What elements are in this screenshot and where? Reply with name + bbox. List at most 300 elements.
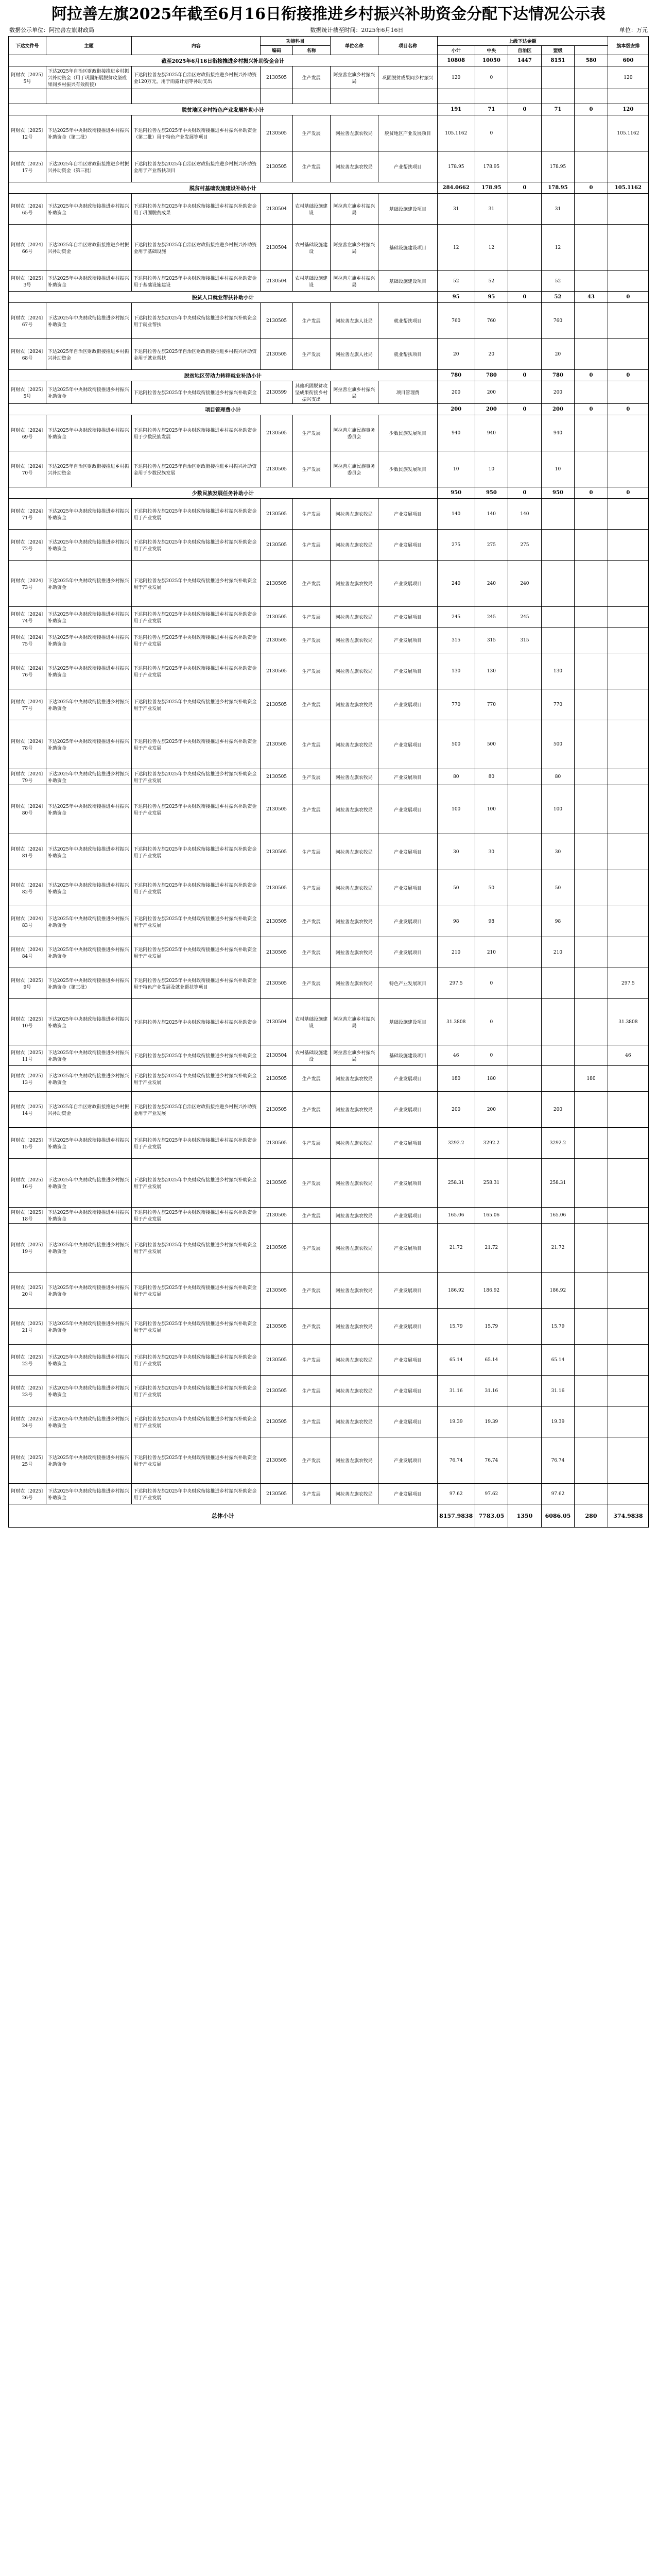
cell-code: 2130504 (261, 1045, 292, 1066)
cell-doc-no: 阿财农〔2024〕80号 (9, 785, 46, 834)
cell-code: 2130599 (261, 381, 292, 404)
cell-league: 65.14 (541, 1345, 575, 1376)
cell-league: 97.62 (541, 1484, 575, 1504)
cell-subject: 下达2025年中央财政衔接推进乡村振兴补助资金 (46, 499, 132, 530)
cell-name: 生产发展 (292, 530, 330, 561)
cell-doc-no: 阿财农〔2025〕11号 (9, 1045, 46, 1066)
cell-content: 下达阿拉善左旗2025年中央财政衔接推进乡村振兴补助资金用于产业发展 (132, 1309, 261, 1345)
th-banner: 旗本级安排 (608, 37, 648, 55)
cell-content: 下达阿拉善左旗2025年中央财政衔接推进乡村振兴补助资金用于产业发展 (132, 1159, 261, 1208)
cell-banner (608, 151, 648, 182)
cell-unit: 阿拉善左旗农牧局 (330, 968, 378, 999)
cell-doc-no: 阿财农〔2025〕26号 (9, 1484, 46, 1504)
cell-unit: 阿拉善左旗农牧局 (330, 1376, 378, 1406)
cell-ml (575, 968, 608, 999)
th-central: 中央 (475, 46, 508, 55)
table-row (9, 271, 649, 292)
subtotal-row (9, 55, 649, 66)
cell-project: 产业发展项目 (378, 1376, 438, 1406)
subtotal-ml: 43 (575, 292, 608, 303)
cell-total: 76.74 (437, 1437, 475, 1484)
cell-name: 农村基础设施建设 (292, 999, 330, 1045)
subtotal-league: 8151 (541, 55, 575, 66)
cell-subject: 下达2025年中央财政衔接推进乡村振兴补助资金 (46, 769, 132, 785)
cell-unit: 阿拉善左旗农牧局 (330, 870, 378, 906)
cell-name: 生产发展 (292, 451, 330, 487)
grand-total-banner: 374.9838 (608, 1504, 648, 1528)
cell-auto (508, 937, 542, 968)
cell-code: 2130505 (261, 785, 292, 834)
th-subtotal: 小计 (437, 46, 475, 55)
subtotal-ml: 0 (575, 487, 608, 499)
cell-banner: 31.3808 (608, 999, 648, 1045)
cell-content: 下达阿拉善左旗2025年中央财政衔接推进乡村振兴补助资金用于产业发展 (132, 499, 261, 530)
subtotal-central: 10050 (475, 55, 508, 66)
cell-central: 76.74 (475, 1437, 508, 1484)
cell-project: 产业发展项目 (378, 785, 438, 834)
cell-unit: 阿拉善左旗农牧局 (330, 1309, 378, 1345)
cell-banner (608, 194, 648, 225)
cell-name: 生产发展 (292, 115, 330, 151)
cell-project: 产业发展项目 (378, 1437, 438, 1484)
cell-name: 生产发展 (292, 607, 330, 628)
cell-league: 50 (541, 870, 575, 906)
cell-ml (575, 1273, 608, 1309)
cell-banner (608, 530, 648, 561)
cell-subject: 下达2025年中央财政衔接推进乡村振兴补助资金 (46, 561, 132, 607)
th-superior-total: 上级下达金额 (437, 37, 608, 46)
subtotal-banner: 0 (608, 404, 648, 415)
cell-content: 下达阿拉善左旗2025年自治区财政衔接推进乡村振兴补助资金120万元，用于雨露计划等补助支出 (132, 66, 261, 89)
cell-name: 生产发展 (292, 561, 330, 607)
cell-unit: 阿拉善左旗农牧局 (330, 1208, 378, 1224)
cell-league: 100 (541, 785, 575, 834)
cell-subject: 下达2025年中央财政衔接推进乡村振兴补助资金 (46, 1224, 132, 1273)
cell-total: 15.79 (437, 1309, 475, 1345)
cell-auto (508, 1345, 542, 1376)
cell-auto (508, 968, 542, 999)
cell-league: 940 (541, 415, 575, 451)
meta-publisher: 数据公示单位：阿拉善左旗财政局 (9, 27, 94, 33)
cell-total: 275 (437, 530, 475, 561)
cell-league: 15.79 (541, 1309, 575, 1345)
cell-subject: 下达2025年中央财政衔接推进乡村振兴补助资金 (46, 1437, 132, 1484)
cell-unit: 阿拉善左旗人社局 (330, 303, 378, 339)
cell-subject: 下达2025年中央财政衔接推进乡村振兴补助资金 (46, 1045, 132, 1066)
cell-unit: 阿拉善左旗农牧局 (330, 1159, 378, 1208)
cell-unit: 阿拉善左旗农牧局 (330, 689, 378, 720)
subtotal-central: 95 (475, 292, 508, 303)
cell-auto: 245 (508, 607, 542, 628)
cell-doc-no: 阿财农〔2024〕69号 (9, 415, 46, 451)
cell-auto (508, 785, 542, 834)
subtotal-banner: 0 (608, 487, 648, 499)
subtotal-label: 脱贫地区乡村特色产业发展补助小计 (9, 104, 438, 115)
cell-name: 生产发展 (292, 1224, 330, 1273)
cell-doc-no: 阿财农〔2024〕84号 (9, 937, 46, 968)
cell-unit: 阿拉善左旗乡村振兴局 (330, 381, 378, 404)
subtotal-league: 200 (541, 404, 575, 415)
cell-auto: 315 (508, 628, 542, 653)
cell-unit: 阿拉善左旗农牧局 (330, 1224, 378, 1273)
cell-banner (608, 415, 648, 451)
cell-doc-no: 阿财农〔2024〕70号 (9, 451, 46, 487)
cell-project: 脱贫地区产业发展项目 (378, 115, 438, 151)
cell-banner (608, 937, 648, 968)
cell-banner (608, 451, 648, 487)
cell-central: 3292.2 (475, 1128, 508, 1159)
cell-code: 2130505 (261, 1345, 292, 1376)
cell-doc-no: 阿财农〔2024〕83号 (9, 906, 46, 937)
cell-total: 50 (437, 870, 475, 906)
cell-banner (608, 628, 648, 653)
cell-league (541, 499, 575, 530)
cell-auto (508, 870, 542, 906)
cell-central: 80 (475, 769, 508, 785)
subtotal-row (9, 292, 649, 303)
cell-name: 生产发展 (292, 1437, 330, 1484)
subtotal-auto: 1447 (508, 55, 542, 66)
cell-auto (508, 115, 542, 151)
cell-unit: 阿拉善左旗农牧局 (330, 607, 378, 628)
table-row (9, 303, 649, 339)
cell-ml (575, 1092, 608, 1128)
cell-central: 30 (475, 834, 508, 870)
cell-content: 下达阿拉善左旗2025年自治区财政衔接推进乡村振兴补助资金用于少数民族发展 (132, 451, 261, 487)
subtotal-ml: 0 (575, 182, 608, 194)
cell-banner (608, 1376, 648, 1406)
cell-name: 农村基础设施建设 (292, 271, 330, 292)
cell-project: 产业发展项目 (378, 1224, 438, 1273)
cell-total: 65.14 (437, 1345, 475, 1376)
subtotal-central: 71 (475, 104, 508, 115)
subtotal-ml: 0 (575, 404, 608, 415)
cell-name: 农村基础设施建设 (292, 194, 330, 225)
cell-project: 产业发展项目 (378, 1066, 438, 1092)
th-content: 内容 (132, 37, 261, 55)
cell-auto (508, 451, 542, 487)
cell-ml (575, 381, 608, 404)
cell-league: 98 (541, 906, 575, 937)
cell-central: 98 (475, 906, 508, 937)
cell-doc-no: 阿财农〔2025〕12号 (9, 115, 46, 151)
cell-content: 下达阿拉善左旗2025年中央财政衔接推进乡村振兴补助资金用于产业发展 (132, 870, 261, 906)
cell-total: 500 (437, 720, 475, 769)
cell-content: 下达阿拉善左旗2025年中央财政衔接推进乡村振兴补助资金 (132, 381, 261, 404)
cell-central: 0 (475, 968, 508, 999)
cell-code: 2130505 (261, 561, 292, 607)
cell-league: 165.06 (541, 1208, 575, 1224)
cell-ml (575, 653, 608, 689)
cell-project: 基础设施建设项目 (378, 271, 438, 292)
cell-banner (608, 785, 648, 834)
cell-league: 760 (541, 303, 575, 339)
cell-project: 产业发展项目 (378, 561, 438, 607)
cell-league: 200 (541, 381, 575, 404)
subtotal-total: 95 (437, 292, 475, 303)
cell-code: 2130505 (261, 968, 292, 999)
cell-ml: 180 (575, 1066, 608, 1092)
cell-central: 0 (475, 999, 508, 1045)
cell-code: 2130505 (261, 1066, 292, 1092)
cell-banner (608, 769, 648, 785)
table-row (9, 1045, 649, 1066)
cell-ml (575, 1224, 608, 1273)
cell-central: 21.72 (475, 1224, 508, 1273)
cell-name: 生产发展 (292, 689, 330, 720)
cell-central: 0 (475, 1045, 508, 1066)
cell-ml (575, 769, 608, 785)
cell-league: 200 (541, 1092, 575, 1128)
cell-content: 下达阿拉善左旗2025年中央财政衔接推进乡村振兴补助资金 (132, 999, 261, 1045)
cell-content: 下达阿拉善左旗2025年自治区财政衔接推进乡村振兴补助资金用于基础设施 (132, 225, 261, 271)
cell-auto (508, 1406, 542, 1437)
cell-project: 特色产业发展项目 (378, 968, 438, 999)
allocation-table (8, 36, 649, 1528)
cell-subject: 下达2025年自治区财政衔接推进乡村振兴补助资金 (46, 339, 132, 370)
cell-ml (575, 1208, 608, 1224)
cell-subject: 下达2025年中央财政衔接推进乡村振兴补助资金 (46, 1066, 132, 1092)
cell-total: 100 (437, 785, 475, 834)
cell-content: 下达阿拉善左旗2025年中央财政衔接推进乡村振兴补助资金 (132, 1045, 261, 1066)
cell-total: 186.92 (437, 1273, 475, 1309)
cell-banner: 297.5 (608, 968, 648, 999)
cell-central: 275 (475, 530, 508, 561)
cell-unit: 阿拉善左旗农牧局 (330, 1273, 378, 1309)
th-unit: 单位名称 (330, 37, 378, 55)
cell-auto (508, 1437, 542, 1484)
cell-total: 178.95 (437, 151, 475, 182)
cell-league (541, 530, 575, 561)
cell-total: 200 (437, 1092, 475, 1128)
cell-code: 2130505 (261, 1406, 292, 1437)
cell-unit: 阿拉善左旗农牧局 (330, 530, 378, 561)
cell-subject: 下达2025年中央财政衔接推进乡村振兴补助资金 (46, 530, 132, 561)
cell-central: 140 (475, 499, 508, 530)
cell-name: 生产发展 (292, 1128, 330, 1159)
cell-content: 下达阿拉善左旗2025年中央财政衔接推进乡村振兴补助资金用于产业发展 (132, 1345, 261, 1376)
cell-central: 12 (475, 225, 508, 271)
cell-name: 生产发展 (292, 870, 330, 906)
blank-row (9, 89, 649, 104)
cell-auto (508, 1273, 542, 1309)
cell-unit: 阿拉善左旗农牧局 (330, 1092, 378, 1128)
cell-total: 10 (437, 451, 475, 487)
cell-code: 2130505 (261, 870, 292, 906)
table-row (9, 499, 649, 530)
cell-central: 210 (475, 937, 508, 968)
cell-auto (508, 1092, 542, 1128)
cell-doc-no: 阿财农〔2025〕3号 (9, 271, 46, 292)
cell-banner (608, 1437, 648, 1484)
cell-ml (575, 834, 608, 870)
cell-ml (575, 999, 608, 1045)
cell-central: 31 (475, 194, 508, 225)
table-row (9, 1345, 649, 1376)
table-row (9, 115, 649, 151)
cell-name: 生产发展 (292, 720, 330, 769)
cell-doc-no: 阿财农〔2025〕23号 (9, 1376, 46, 1406)
cell-code: 2130505 (261, 303, 292, 339)
blank-cell (9, 89, 46, 104)
cell-doc-no: 阿财农〔2025〕25号 (9, 1437, 46, 1484)
cell-doc-no: 阿财农〔2025〕17号 (9, 151, 46, 182)
th-autonomous: 自治区 (508, 46, 542, 55)
cell-ml (575, 937, 608, 968)
cell-auto: 140 (508, 499, 542, 530)
cell-name: 生产发展 (292, 1345, 330, 1376)
cell-central: 200 (475, 381, 508, 404)
table-row (9, 607, 649, 628)
cell-code: 2130505 (261, 451, 292, 487)
cell-auto (508, 1224, 542, 1273)
cell-auto (508, 339, 542, 370)
cell-total: 46 (437, 1045, 475, 1066)
cell-unit: 阿拉善左旗农牧局 (330, 653, 378, 689)
table-row (9, 1484, 649, 1504)
subtotal-row (9, 182, 649, 194)
cell-content: 下达阿拉善左旗2025年中央财政衔接推进乡村振兴补助资金用于产业发展 (132, 769, 261, 785)
subtotal-league: 71 (541, 104, 575, 115)
cell-ml (575, 785, 608, 834)
cell-doc-no: 阿财农〔2025〕21号 (9, 1309, 46, 1345)
grand-total-ml: 280 (575, 1504, 608, 1528)
table-row (9, 225, 649, 271)
cell-ml (575, 339, 608, 370)
cell-ml (575, 607, 608, 628)
th-name: 名称 (292, 46, 330, 55)
cell-subject: 下达2025年中央财政衔接推进乡村振兴补助资金 (46, 999, 132, 1045)
cell-ml (575, 870, 608, 906)
cell-content: 下达阿拉善左旗2025年中央财政衔接推进乡村振兴补助资金用于产业发展 (132, 1376, 261, 1406)
cell-auto (508, 381, 542, 404)
cell-ml (575, 628, 608, 653)
cell-doc-no: 阿财农〔2025〕22号 (9, 1345, 46, 1376)
th-league-level (575, 46, 608, 55)
cell-banner (608, 1066, 648, 1092)
cell-doc-no: 阿财农〔2025〕20号 (9, 1273, 46, 1309)
cell-code: 2130505 (261, 1224, 292, 1273)
cell-central: 15.79 (475, 1309, 508, 1345)
cell-unit: 阿拉善左旗农牧局 (330, 937, 378, 968)
blank-cell (132, 89, 261, 104)
cell-code: 2130505 (261, 689, 292, 720)
cell-total: 30 (437, 834, 475, 870)
cell-central: 258.31 (475, 1159, 508, 1208)
cell-project: 产业发展项目 (378, 628, 438, 653)
cell-subject: 下达2025年中央财政衔接推进乡村振兴补助资金 (46, 415, 132, 451)
cell-unit: 阿拉善左旗农牧局 (330, 906, 378, 937)
blank-cell (575, 89, 608, 104)
cell-unit: 阿拉善左旗乡村振兴局 (330, 66, 378, 89)
cell-name: 生产发展 (292, 1376, 330, 1406)
blank-cell (378, 89, 438, 104)
cell-subject: 下达2025年中央财政衔接推进乡村振兴补助资金 (46, 1484, 132, 1504)
cell-name: 农村基础设施建设 (292, 1045, 330, 1066)
cell-ml (575, 1045, 608, 1066)
cell-total: 240 (437, 561, 475, 607)
cell-league: 31 (541, 194, 575, 225)
cell-content: 下达阿拉善左旗2025年中央财政衔接推进乡村振兴补助资金用于产业发展 (132, 937, 261, 968)
table-row (9, 415, 649, 451)
cell-unit: 阿拉善左旗农牧局 (330, 1484, 378, 1504)
cell-name: 生产发展 (292, 1159, 330, 1208)
cell-subject: 下达2025年中央财政衔接推进乡村振兴补助资金 (46, 1273, 132, 1309)
cell-content: 下达阿拉善左旗2025年中央财政衔接推进乡村振兴补助资金用于产业发展 (132, 785, 261, 834)
cell-banner (608, 1159, 648, 1208)
cell-content: 下达阿拉善左旗2025年自治区财政衔接推进乡村振兴补助资金用于产业发展 (132, 1092, 261, 1128)
page-title: 阿拉善左旗2025年截至6月16日衔接推进乡村振兴补助资金分配下达情况公示表 (51, 5, 606, 23)
blank-cell (541, 89, 575, 104)
table-row (9, 968, 649, 999)
cell-ml (575, 1437, 608, 1484)
cell-auto: 275 (508, 530, 542, 561)
cell-unit: 阿拉善左旗民族事务委员会 (330, 451, 378, 487)
cell-content: 下达阿拉善左旗2025年中央财政衔接推进乡村振兴补助资金用于产业发展 (132, 906, 261, 937)
grand-total-central: 7783.05 (475, 1504, 508, 1528)
cell-banner (608, 1309, 648, 1345)
cell-content: 下达阿拉善左旗2025年中央财政衔接推进乡村振兴补助资金用于产业发展 (132, 653, 261, 689)
cell-doc-no: 阿财农〔2025〕18号 (9, 1208, 46, 1224)
th-doc-no: 下达文件号 (9, 37, 46, 55)
cell-project: 产业发展项目 (378, 653, 438, 689)
cell-ml (575, 561, 608, 607)
cell-unit: 阿拉善左旗人社局 (330, 339, 378, 370)
subtotal-banner: 0 (608, 370, 648, 381)
table-row (9, 1437, 649, 1484)
blank-cell (508, 89, 542, 104)
cell-doc-no: 阿财农〔2024〕65号 (9, 194, 46, 225)
cell-doc-no: 阿财农〔2024〕76号 (9, 653, 46, 689)
cell-doc-no: 阿财农〔2025〕10号 (9, 999, 46, 1045)
subtotal-ml: 0 (575, 370, 608, 381)
table-body (9, 55, 649, 1528)
cell-auto (508, 66, 542, 89)
cell-code: 2130505 (261, 1092, 292, 1128)
cell-project: 产业发展项目 (378, 1345, 438, 1376)
cell-code: 2130505 (261, 1376, 292, 1406)
cell-league: 770 (541, 689, 575, 720)
cell-subject: 下达2025年中央财政衔接推进乡村振兴补助资金 (46, 937, 132, 968)
subtotal-label: 少数民族发展任务补助小计 (9, 487, 438, 499)
table-row (9, 151, 649, 182)
cell-subject: 下达2025年自治区财政衔接推进乡村振兴补助资金 (46, 451, 132, 487)
cell-central: 200 (475, 1092, 508, 1128)
cell-doc-no: 阿财农〔2024〕73号 (9, 561, 46, 607)
cell-ml (575, 1159, 608, 1208)
cell-project: 产业发展项目 (378, 607, 438, 628)
cell-ml (575, 151, 608, 182)
cell-doc-no: 阿财农〔2025〕24号 (9, 1406, 46, 1437)
cell-content: 下达阿拉善左旗2025年中央财政衔接推进乡村振兴补助资金用于产业发展 (132, 1066, 261, 1092)
meta-date: 数据统计截至时间：2025年6月16日 (310, 27, 404, 33)
cell-central: 245 (475, 607, 508, 628)
blank-cell (608, 89, 648, 104)
cell-name: 生产发展 (292, 937, 330, 968)
cell-project: 产业发展项目 (378, 499, 438, 530)
cell-project: 少数民族发展项目 (378, 451, 438, 487)
cell-subject: 下达2025年自治区财政衔接推进乡村振兴补助资金（第三批） (46, 151, 132, 182)
cell-code: 2130505 (261, 115, 292, 151)
cell-unit: 阿拉善左旗农牧局 (330, 834, 378, 870)
subtotal-central: 950 (475, 487, 508, 499)
cell-banner (608, 225, 648, 271)
table-row (9, 66, 649, 89)
cell-code: 2130505 (261, 937, 292, 968)
cell-code: 2130505 (261, 1159, 292, 1208)
cell-auto (508, 225, 542, 271)
subtotal-total: 284.0662 (437, 182, 475, 194)
